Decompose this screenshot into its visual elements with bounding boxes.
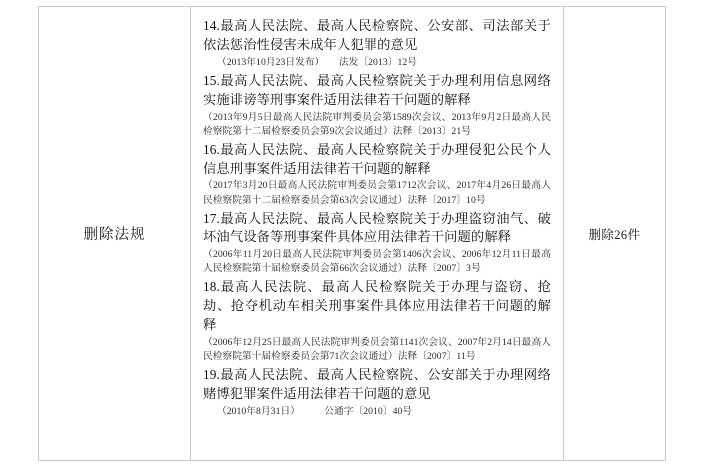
count-label: 删除26件 — [588, 227, 641, 242]
table-cell-category — [39, 7, 191, 460]
list-item — [203, 17, 551, 70]
table-cell-count — [564, 7, 665, 460]
entry-meta: （2010年8月31日） 公通字〔2010〕40号 — [217, 405, 413, 417]
entry-title: 18.最高人民法院、最高人民检察院关于办理与盗窃、抢劫、抢夺机动车相关刑事案件具体应用法律若干问题的解释 — [203, 279, 551, 333]
list-item — [203, 210, 551, 277]
entry-meta: （2017年3月20日最高人民法院审判委员会第1712次会议、2017年4月26日最高人民检察院第十二届检察委员会第63次会议通过）法释〔2017〕10号 — [203, 180, 551, 206]
list-item — [203, 72, 551, 139]
list-item — [203, 366, 551, 419]
category-label: 删除法规 — [83, 227, 146, 243]
entry-title: 16.最高人民法院、最高人民检察院关于办理侵犯公民个人信息刑事案件适用法律若干问题的解释 — [203, 141, 551, 176]
regulation-table — [38, 6, 666, 461]
list-item — [203, 141, 551, 208]
entry-meta: （2006年11月20日最高人民法院审判委员会第1406次会议、2006年12月11日最高人民检察院第十届检察委员会第66次会议通过）法释〔2007〕3号 — [203, 249, 551, 275]
entry-title: 17.最高人民法院、最高人民检察院关于办理盗窃油气、破坏油气设备等刑事案件具体应用法律若干问题的解释 — [203, 210, 551, 245]
entry-meta: （2013年9月5日最高人民法院审判委员会第1589次会议、2013年9月2日最高人民检察院第十二届检察委员会第9次会议通过）法释〔2013〕21号 — [203, 111, 551, 137]
entry-title: 15.最高人民法院、最高人民检察院关于办理利用信息网络实施诽谤等刑事案件适用法律若干问题的解释 — [203, 72, 551, 107]
entry-title: 19.最高人民法院、最高人民检察院、公安部关于办理网络赌博犯罪案件适用法律若干问题的意见 — [203, 367, 551, 402]
entry-meta: （2006年12月25日最高人民法院审判委员会第1141次会议、2007年2月14日最高人民检察院第十届检察委员会第71次会议通过）法释〔2007〕11号 — [203, 337, 551, 363]
entry-meta: （2013年10月23日发布） 法发〔2013〕12号 — [217, 56, 417, 68]
list-item — [203, 278, 551, 364]
entry-title: 14.最高人民法院、最高人民检察院、公安部、司法部关于依法惩治性侵害未成年人犯罪的意见 — [203, 18, 551, 52]
table-cell-entries — [191, 7, 564, 460]
